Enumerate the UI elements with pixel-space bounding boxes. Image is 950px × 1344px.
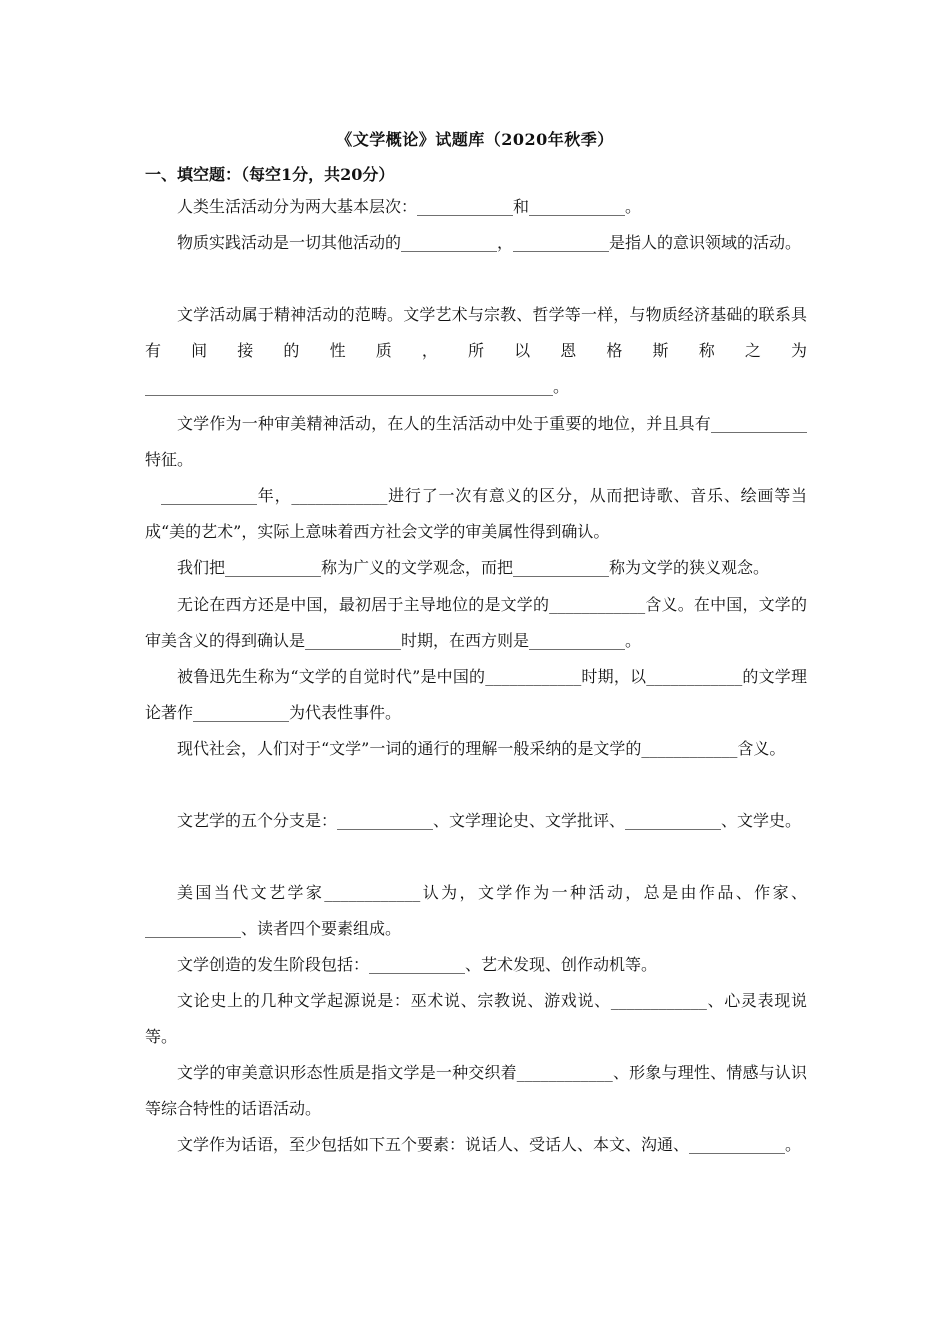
question-11: 美国当代文艺学家____________认为，文学作为一种活动，总是由作品、作家、____________、读者四个要素组成。 bbox=[145, 883, 807, 938]
question-7: 无论在西方还是中国，最初居于主导地位的是文学的____________含义。在中国，文学的审美含义的得到确认是____________时期，在西方则是____________。 bbox=[145, 595, 807, 650]
question-3: 文学活动属于精神活动的范畴。文学艺术与宗教、哲学等一样，与物质经济基础的联系具有间接的性质，所以恩格斯称之为___________________________________________________。 bbox=[145, 305, 807, 396]
document-title: 《文学概论》试题库（2020年秋季） bbox=[336, 130, 614, 149]
question-9: 现代社会，人们对于“文学”一词的通行的理解一般采纳的是文学的____________含义。 bbox=[177, 739, 786, 758]
question-14: 文学的审美意识形态性质是指文学是一种交织着____________、形象与理性、情感与认识等综合特性的话语活动。 bbox=[145, 1063, 807, 1118]
question-5: ____________年，____________进行了一次有意义的区分，从而把诗歌、音乐、绘画等当成“美的艺术”，实际上意味着西方社会文学的审美属性得到确认。 bbox=[145, 486, 807, 541]
question-6: 我们把____________称为广义的文学观念，而把____________称为文学的狭义观念。 bbox=[177, 558, 770, 577]
question-12: 文学创造的发生阶段包括：____________、艺术发现、创作动机等。 bbox=[177, 955, 658, 974]
question-10: 文艺学的五个分支是：____________、文学理论史、文学批评、____________、文学史。 bbox=[177, 811, 802, 830]
question-2: 物质实践活动是一切其他活动的____________，____________是指人的意识领域的活动。 bbox=[177, 233, 802, 252]
section-heading: 一、填空题：（每空1分，共20分） bbox=[145, 165, 395, 184]
question-15: 文学作为话语，至少包括如下五个要素：说话人、受话人、本文、沟通、____________。 bbox=[177, 1135, 802, 1154]
question-8: 被鲁迅先生称为“文学的自觉时代”是中国的____________时期，以____________的文学理论著作____________为代表性事件。 bbox=[145, 667, 807, 722]
question-1: 人类生活活动分为两大基本层次：____________和____________。 bbox=[177, 197, 642, 216]
question-13: 文论史上的几种文学起源说是：巫术说、宗教说、游戏说、____________、心灵表现说等。 bbox=[145, 991, 807, 1046]
question-4: 文学作为一种审美精神活动，在人的生活活动中处于重要的地位，并且具有____________特征。 bbox=[145, 414, 807, 469]
